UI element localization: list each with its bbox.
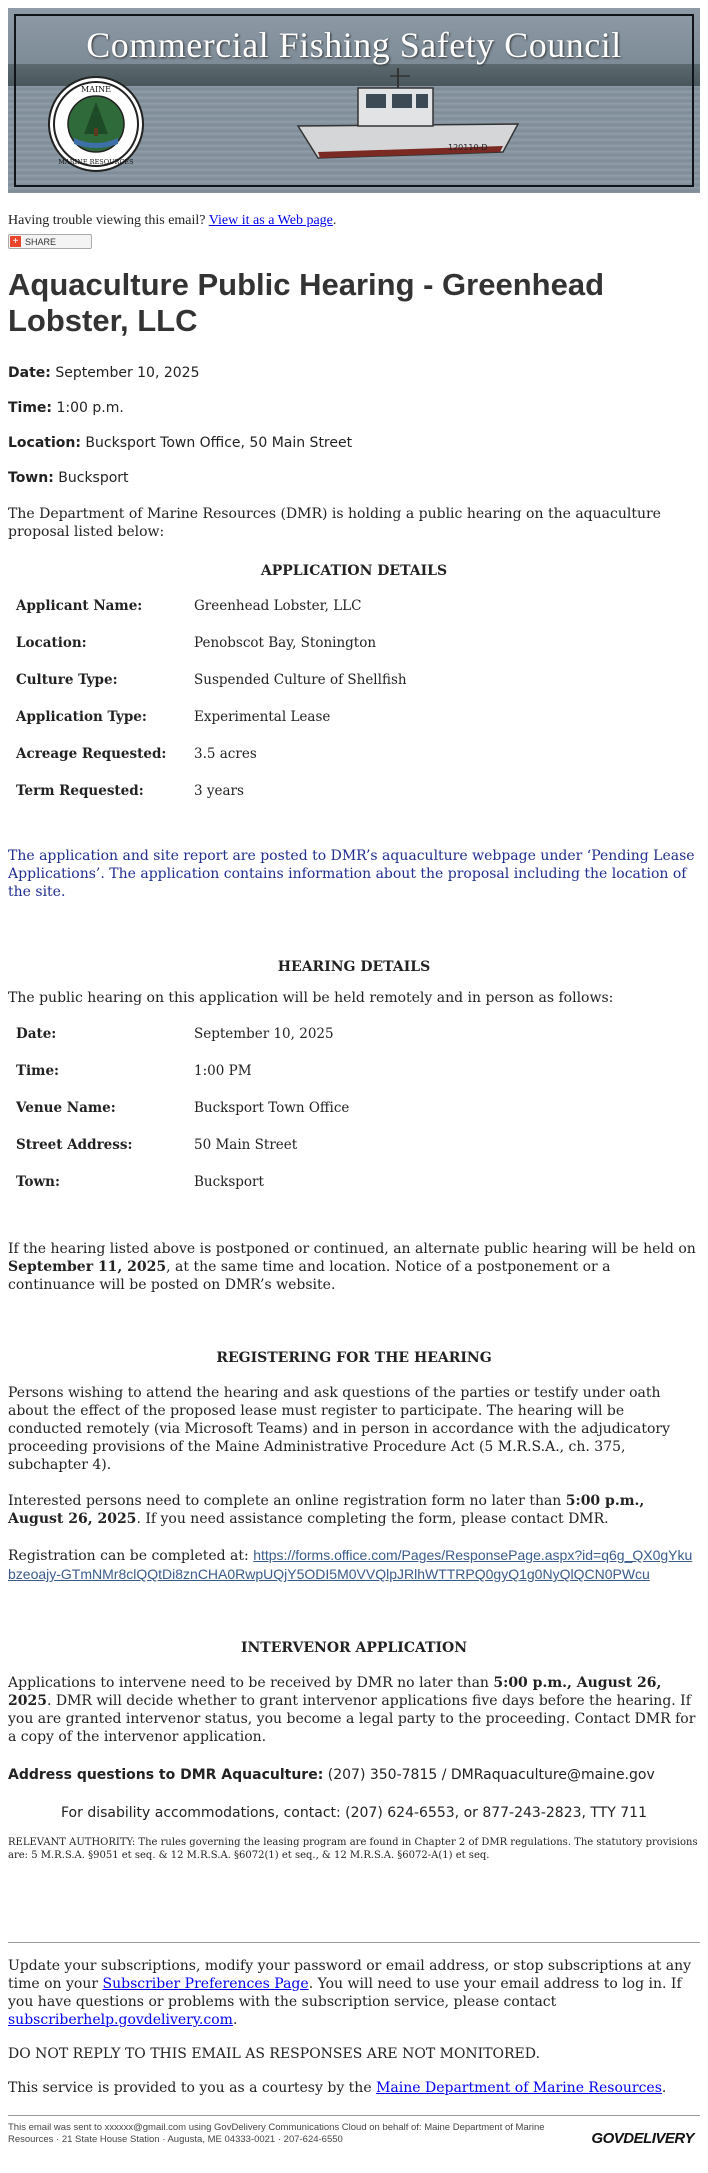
- detail-label: Acreage Requested:: [16, 745, 167, 762]
- header-banner: [8, 8, 700, 193]
- intervenor-deadline: 5:00 p.m., August 26, 2025: [8, 1675, 662, 1709]
- registering-text-b: . If you need assistance completing the form, please contact DMR.: [136, 1511, 609, 1527]
- summary-label: Time:: [8, 400, 53, 416]
- detail-row: [8, 661, 415, 698]
- intervenor-text-b: . DMR will decide whether to grant intervenor applications five days before the hearing. If you are granted intervenor status, you become a legal party to the proceeding. Contact DMR for a copy of the intervenor application.: [8, 1693, 696, 1745]
- boat-id: 120110-D: [448, 143, 488, 152]
- bottom-divider: [8, 2115, 700, 2116]
- detail-value: Bucksport Town Office: [194, 1099, 350, 1116]
- address-questions: [8, 1766, 700, 1784]
- registering-heading: REGISTERING FOR THE HEARING: [216, 1350, 492, 1366]
- share-label: SHARE: [25, 236, 57, 247]
- summary-label: Town:: [8, 470, 54, 486]
- hearing-details-heading: HEARING DETAILS: [277, 959, 431, 975]
- detail-label: Venue Name:: [16, 1099, 116, 1116]
- event-summary-item: [8, 470, 700, 486]
- summary-value: Bucksport Town Office, 50 Main Street: [85, 435, 353, 451]
- detail-value: 1:00 PM: [194, 1062, 252, 1079]
- detail-label: Term Requested:: [16, 782, 144, 799]
- summary-value: 1:00 p.m.: [56, 400, 124, 416]
- detail-row: [8, 772, 415, 809]
- detail-value: Experimental Lease: [194, 708, 331, 725]
- registration-link-line: [8, 1546, 700, 1584]
- trouble-period: .: [332, 213, 337, 228]
- sent-to-note: This email was sent to xxxxxx@gmail.com using GovDelivery Communications Cloud on behalf of: Maine Department of Marine Resources · 21 State House Station · Augusta, ME 04333-0021 · 207-624-6550: [8, 2122, 545, 2145]
- postpone-text-a: If the hearing listed above is postponed or continued, an alternate public hearing will be held on: [8, 1241, 696, 1257]
- detail-label: Applicant Name:: [16, 597, 143, 614]
- detail-row: [8, 1015, 357, 1052]
- maine-dmr-link[interactable]: Maine Department of Marine Resources: [376, 2080, 662, 2096]
- detail-row: [8, 1163, 357, 1200]
- detail-label: Culture Type:: [16, 671, 118, 688]
- postpone-text-b: , at the same time and location. Notice of a postponement or a continuance will be posted on DMR’s website.: [8, 1259, 611, 1293]
- detail-label: Town:: [16, 1173, 60, 1190]
- hearing-intro: The public hearing on this application will be held remotely and in person as follows:: [8, 990, 614, 1006]
- subscription-text-b: . You will need to use your email address to log in. If you have questions or problems with the subscription service, please contact: [8, 1976, 682, 2010]
- event-summary-item: [8, 400, 700, 416]
- courtesy-period: .: [661, 2080, 667, 2096]
- summary-label: Date:: [8, 365, 51, 381]
- application-note: The application and site report are posted to DMR’s aquaculture webpage under ‘Pending Lease Applications’. The application contains information about the proposal including the location of the site.: [8, 848, 695, 900]
- maine-dmr-seal: [48, 76, 144, 172]
- intervenor-text-a: Applications to intervene need to be received by DMR no later than: [8, 1675, 489, 1691]
- govdelivery-logo: GOVDELIVERY: [591, 2130, 694, 2147]
- application-details-heading: APPLICATION DETAILS: [260, 563, 448, 579]
- intervenor-paragraph: [8, 1674, 700, 1746]
- detail-value: Greenhead Lobster, LLC: [194, 597, 362, 614]
- detail-row: [8, 1052, 357, 1089]
- detail-row: [8, 698, 415, 735]
- address-value: (207) 350-7815 / DMRaquaculture@maine.gov: [327, 1767, 655, 1783]
- detail-row: [8, 1089, 357, 1126]
- postpone-date: September 11, 2025: [8, 1259, 167, 1275]
- share-button[interactable]: [8, 234, 92, 249]
- detail-value: 50 Main Street: [194, 1136, 298, 1153]
- view-web-page-link[interactable]: View it as a Web page: [208, 213, 333, 228]
- relevant-authority: RELEVANT AUTHORITY: The rules governing the leasing program are found in Chapter 2 of DMR regulations. The statutory provisions are: 5 M.R.S.A. §9051 et seq. & 12 M.R.S.A. §6072(1) et seq., & 12 M.R.S.A. §6072-A(1) et seq.: [8, 1837, 698, 1861]
- seal-bottom-text: MARINE RESOURCES: [58, 158, 134, 166]
- courtesy-line: [8, 2079, 700, 2097]
- detail-row: [8, 624, 415, 661]
- disability-accommodations: For disability accommodations, contact: (207) 624-6553, or 877-243-2823, TTY 711: [61, 1805, 647, 1821]
- detail-value: September 10, 2025: [194, 1025, 334, 1042]
- detail-label: Application Type:: [16, 708, 147, 725]
- hearing-details-table: [8, 1015, 357, 1200]
- registration-label: Registration can be completed at:: [8, 1548, 249, 1564]
- detail-label: Time:: [16, 1062, 60, 1079]
- detail-label: Date:: [16, 1025, 57, 1042]
- event-summary-item: [8, 365, 700, 381]
- registration-deadline: 5:00 p.m., August 26, 2025: [8, 1493, 645, 1527]
- detail-row: [8, 587, 415, 624]
- email-body: [8, 8, 700, 2156]
- summary-value: September 10, 2025: [55, 365, 200, 381]
- detail-label: Street Address:: [16, 1136, 133, 1153]
- intro-text: The Department of Marine Resources (DMR) is holding a public hearing on the aquaculture proposal listed below:: [8, 506, 661, 540]
- subscription-text-c: .: [232, 2012, 238, 2028]
- event-summary-item: [8, 435, 700, 451]
- detail-value: 3.5 acres: [194, 745, 257, 762]
- subscriber-help-link[interactable]: subscriberhelp.govdelivery.com: [8, 2012, 233, 2028]
- detail-value: Penobscot Bay, Stonington: [194, 634, 377, 651]
- registering-paragraph-2: [8, 1492, 700, 1528]
- footer-divider: [8, 1942, 700, 1943]
- seal-top-text: MAINE: [81, 85, 111, 94]
- postponement-note: [8, 1240, 700, 1294]
- detail-row: [8, 1126, 357, 1163]
- summary-label: Location:: [8, 435, 81, 451]
- application-details-table: [8, 587, 415, 809]
- detail-value: 3 years: [194, 782, 244, 799]
- detail-value: Bucksport: [194, 1173, 264, 1190]
- subscription-text-a: Update your subscriptions, modify your password or email address, or stop subscriptions at any time on your: [8, 1958, 692, 1992]
- sender-footer: [8, 2122, 700, 2156]
- registering-paragraph-1: Persons wishing to attend the hearing and ask questions of the parties or testify under oath about the effect of the proposed lease must register to participate. The hearing will be conducted remotely (via Microsoft Teams) and in person in accordance with the adjudicatory proceeding provisions of the Maine Administrative Procedure Act (5 M.R.S.A., ch. 375, subchapter 4).: [8, 1385, 671, 1473]
- page-title: Aquaculture Public Hearing - Greenhead Lobster, LLC: [8, 267, 605, 338]
- detail-row: [8, 735, 415, 772]
- subscriber-preferences-link[interactable]: Subscriber Preferences Page: [102, 1976, 309, 1992]
- plus-icon: +: [10, 236, 21, 247]
- trouble-text: Having trouble viewing this email?: [8, 213, 206, 228]
- courtesy-text: This service is provided to you as a courtesy by the: [8, 2080, 372, 2096]
- subscription-info: [8, 1957, 700, 2029]
- registration-form-link[interactable]: https://forms.office.com/Pages/ResponsePage.aspx?id=q6g_QX0gYkubzeoajy-GTmNMr8clQQtDi8znCHA0RwpUQjY5ODI5M0VVQlpJRlhWTTRPQ0gyQ1g0NyQlQCN0PWcu: [8, 1547, 693, 1582]
- summary-value: Bucksport: [58, 470, 129, 486]
- lobster-boat-image: [288, 66, 538, 166]
- intervenor-heading: INTERVENOR APPLICATION: [240, 1640, 468, 1656]
- banner-title: Commercial Fishing Safety Council: [86, 25, 622, 65]
- address-label: Address questions to DMR Aquaculture:: [8, 1767, 324, 1783]
- registering-text-a: Interested persons need to complete an online registration form no later than: [8, 1493, 562, 1509]
- no-reply-notice: DO NOT REPLY TO THIS EMAIL AS RESPONSES ARE NOT MONITORED.: [8, 2046, 540, 2062]
- view-online-line: [8, 213, 700, 229]
- event-summary: [8, 365, 700, 486]
- detail-label: Location:: [16, 634, 87, 651]
- detail-value: Suspended Culture of Shellfish: [194, 671, 407, 688]
